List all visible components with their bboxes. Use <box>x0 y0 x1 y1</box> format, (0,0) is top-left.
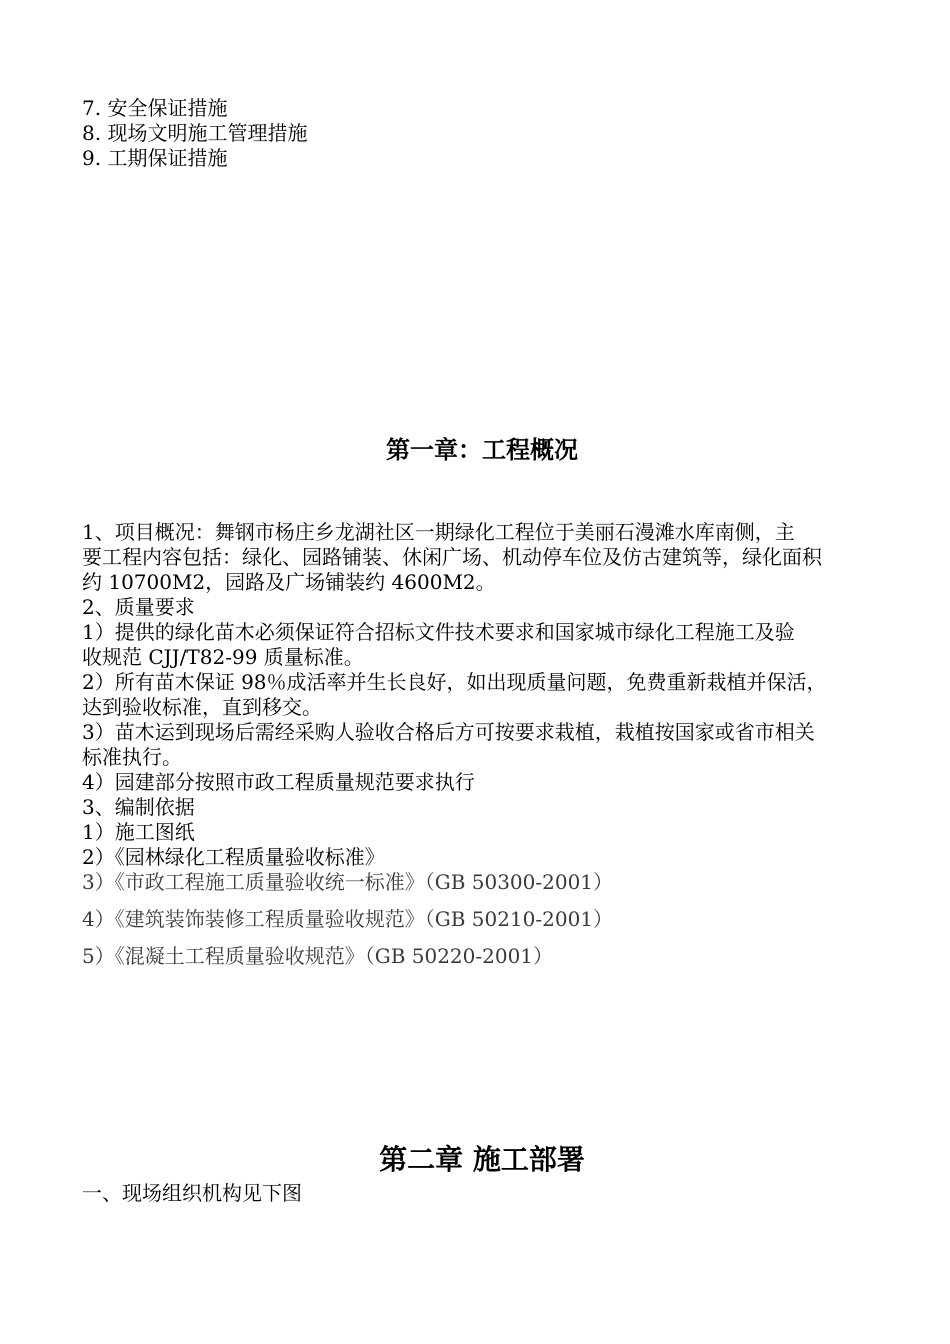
paragraph-line: 3）苗木运到现场后需经采购人验收合格后方可按要求栽植，栽植按国家或省市相关 <box>82 720 815 744</box>
section-heading: 3、编制依据 <box>82 795 195 819</box>
paragraph-line: 1）施工图纸 <box>82 820 195 844</box>
toc-item: 7. 安全保证措施 <box>82 96 228 120</box>
paragraph-line: 要工程内容包括：绿化、园路铺装、休闲广场、机动停车位及仿古建筑等，绿化面积 <box>82 545 822 569</box>
paragraph-line: 达到验收标准，直到移交。 <box>82 695 322 719</box>
paragraph-line: 2）所有苗木保证 98％成活率并生长良好，如出现质量问题，免费重新栽植并保活， <box>82 670 827 694</box>
chapter-1-title: 第一章：工程概况 <box>386 435 578 464</box>
standard-item: 5）《混凝土工程质量验收规范》（GB 50220-2001） <box>82 944 554 968</box>
paragraph-line: 2）《园林绿化工程质量验收标准》 <box>82 845 385 869</box>
toc-item: 9. 工期保证措施 <box>82 146 228 170</box>
paragraph-line: 约 10700M2，园路及广场铺装约 4600M2。 <box>82 570 496 594</box>
paragraph-line: 4）园建部分按照市政工程质量规范要求执行 <box>82 770 475 794</box>
paragraph-line: 收规范 CJJ/T82-99 质量标准。 <box>82 645 364 669</box>
paragraph-line: 1）提供的绿化苗木必须保证符合招标文件技术要求和国家城市绿化工程施工及验 <box>82 620 795 644</box>
standard-item: 3）《市政工程施工质量验收统一标准》（GB 50300-2001） <box>82 870 614 894</box>
section-heading: 2、质量要求 <box>82 595 195 619</box>
paragraph-line: 1、项目概况：舞钢市杨庄乡龙湖社区一期绿化工程位于美丽石漫滩水库南侧，主 <box>82 520 795 544</box>
chapter-2-title: 第二章 施工部署 <box>379 1143 585 1176</box>
standard-item: 4）《建筑装饰装修工程质量验收规范》（GB 50210-2001） <box>82 907 614 931</box>
paragraph-line: 一、现场组织机构见下图 <box>82 1181 302 1205</box>
paragraph-line: 标准执行。 <box>82 745 182 769</box>
toc-item: 8. 现场文明施工管理措施 <box>82 121 308 145</box>
